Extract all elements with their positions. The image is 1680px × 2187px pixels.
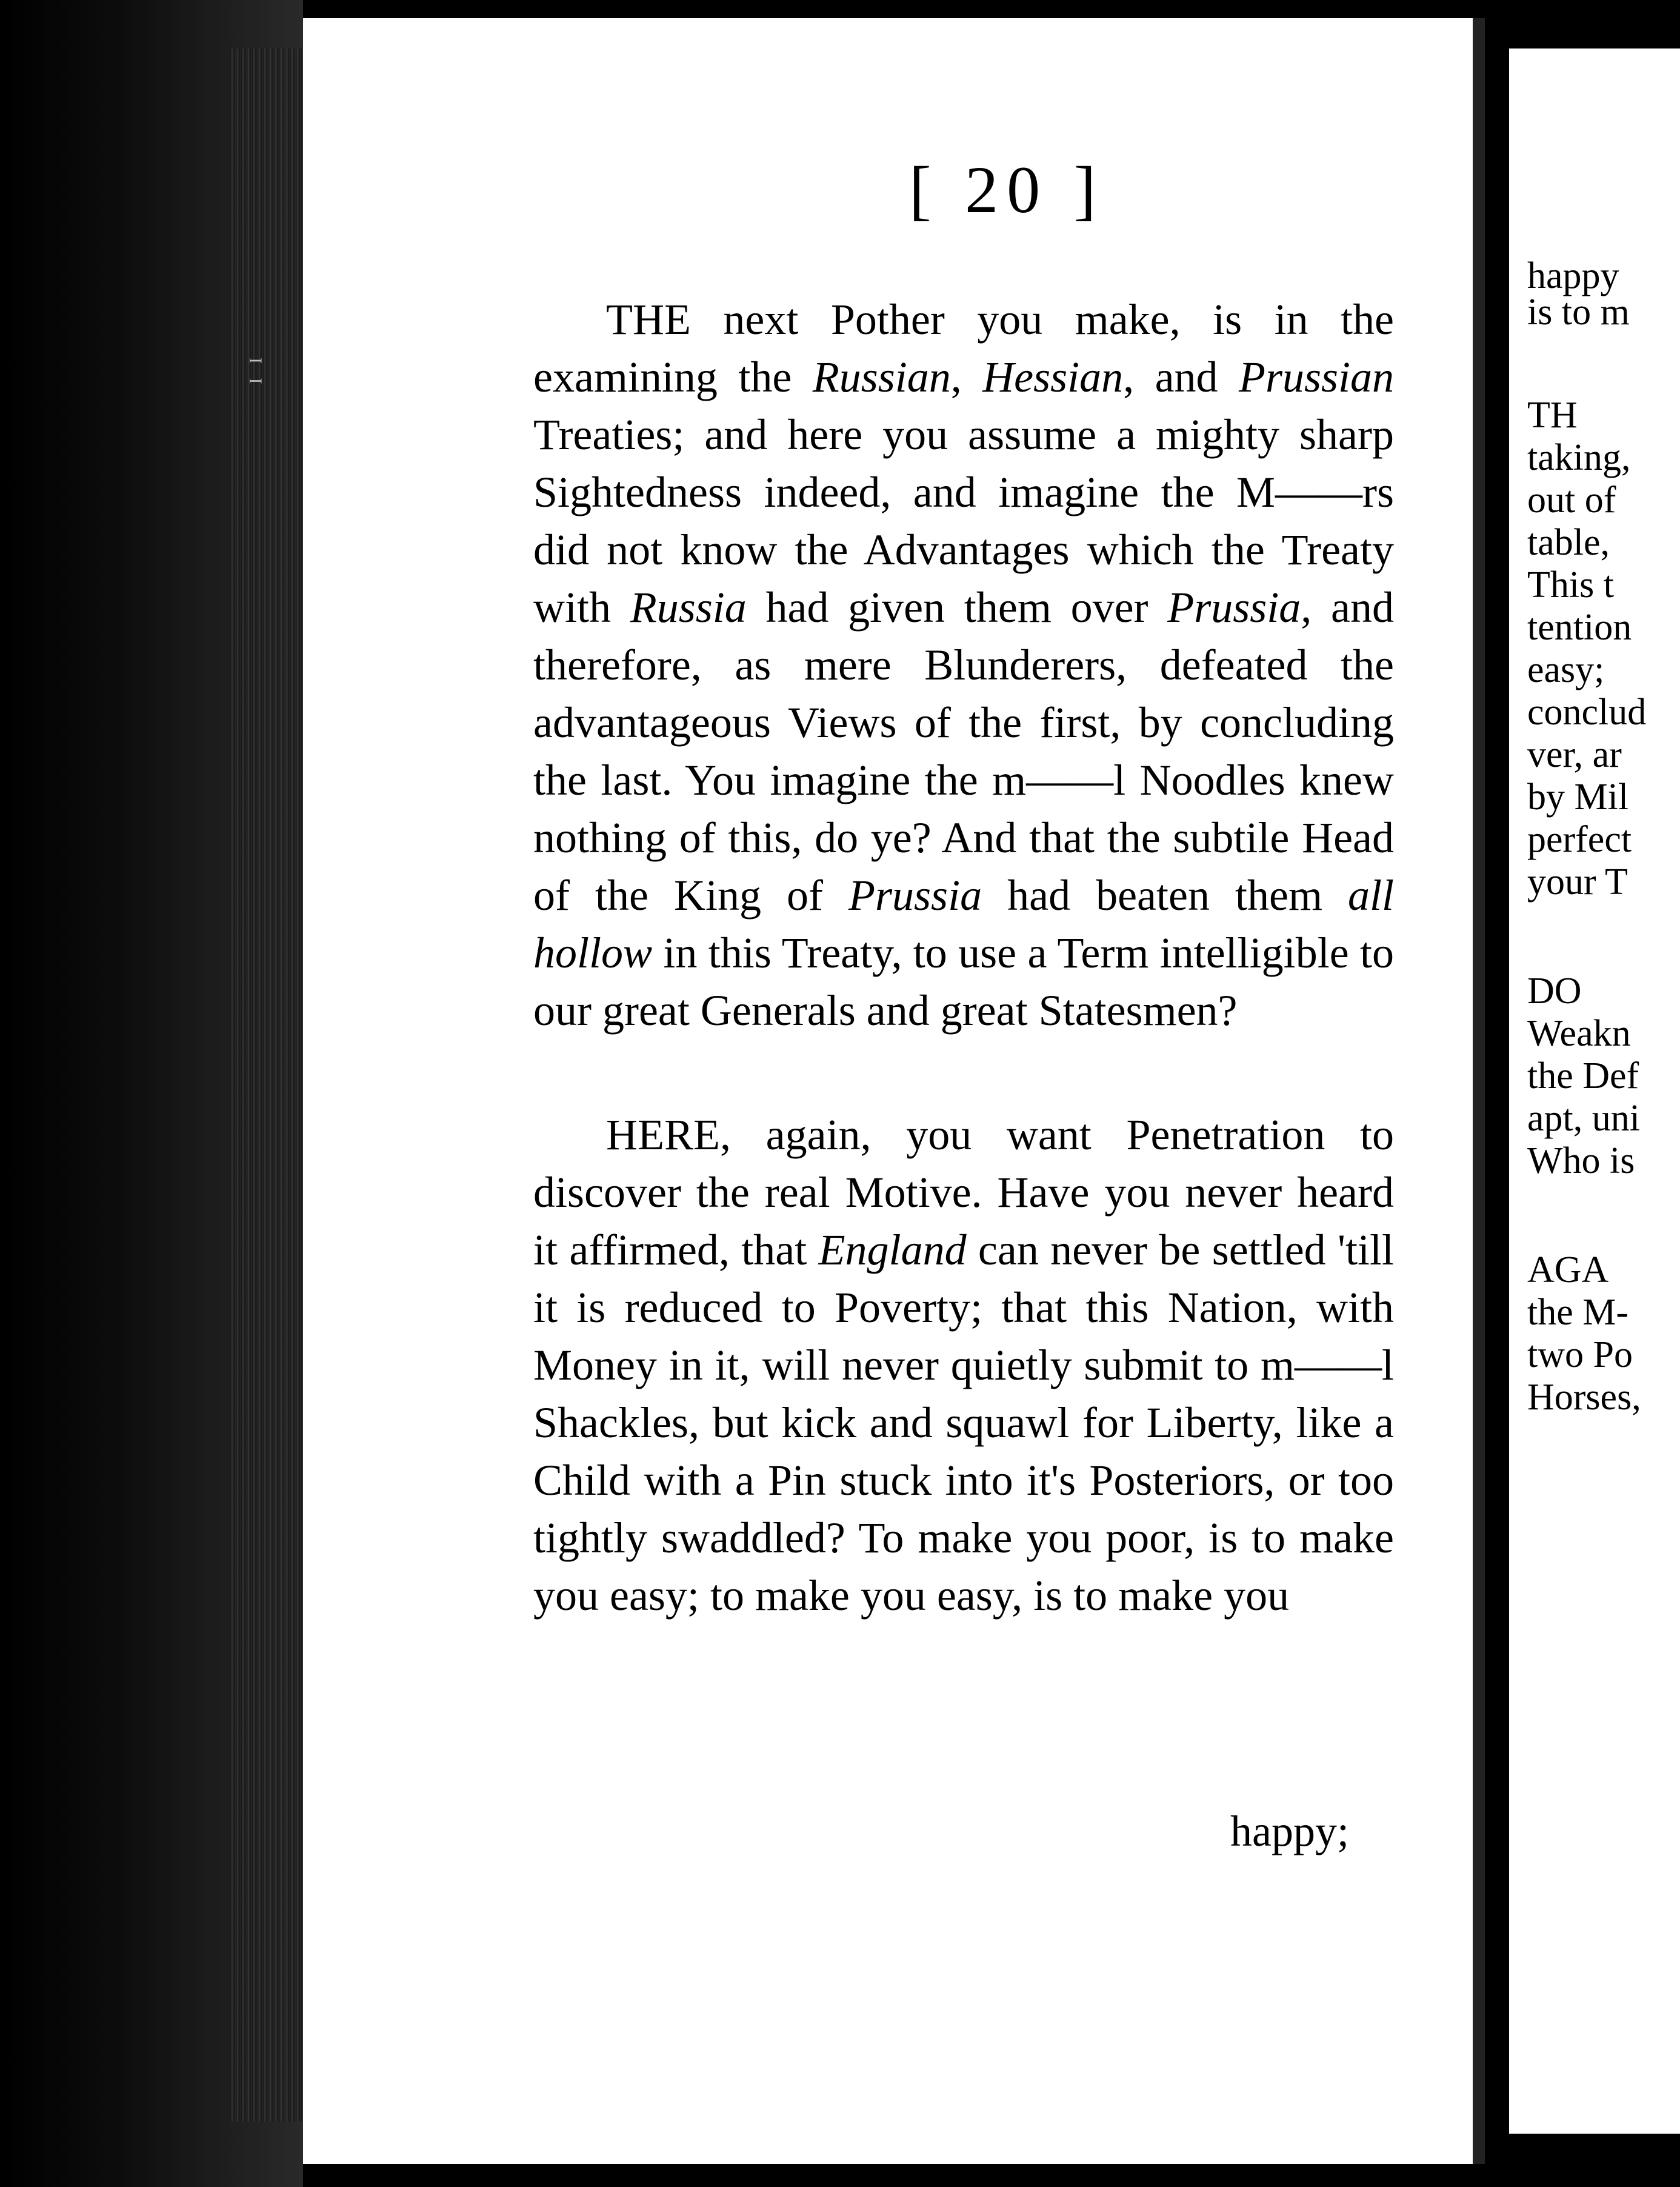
- text-run: ,: [950, 353, 983, 401]
- facing-page-line: by Mil: [1527, 776, 1629, 818]
- facing-page-line: out of: [1527, 479, 1616, 521]
- facing-page-line: the Def: [1527, 1055, 1639, 1097]
- facing-page-line: Who is: [1527, 1140, 1635, 1181]
- italic-text-run: Russian: [812, 353, 951, 401]
- italic-text-run: England: [818, 1226, 967, 1274]
- text-run: in this Treaty, to use a Term intelligible to our great Generals and great Statesmen?: [533, 929, 1394, 1035]
- text-run: THE next Pother you make, is in the examining the: [533, 295, 1394, 401]
- facing-page-line: Horses,: [1527, 1377, 1641, 1418]
- facing-page-line: ver, ar: [1527, 734, 1622, 775]
- paragraph: [533, 1106, 1394, 1624]
- italic-text-run: Prussian: [1238, 353, 1395, 401]
- italic-text-run: Prussia: [848, 871, 982, 920]
- facing-page-line: conclud: [1527, 692, 1647, 733]
- facing-page-line: table,: [1527, 522, 1610, 563]
- text-run: , and: [1123, 353, 1239, 401]
- italic-text-run: Russia: [630, 583, 747, 632]
- text-run: Treaties; and here you assume a mighty sharp Sightedness indeed, and imagine the M——rs did not know the Advantages which the Treaty with: [533, 410, 1394, 632]
- page-number: [ 20 ]: [909, 153, 1105, 227]
- facing-page: [1509, 48, 1680, 2134]
- facing-page-line: your T: [1527, 861, 1628, 903]
- facing-page-line: This t: [1527, 564, 1614, 606]
- facing-page-line: Weakn: [1527, 1013, 1631, 1054]
- page-gutter-shadow: [1473, 18, 1485, 2164]
- facing-page-line: happy: [1527, 255, 1619, 296]
- facing-page-line: taking,: [1527, 437, 1631, 478]
- text-run: had given them over: [746, 583, 1168, 632]
- facing-page-line: the M-: [1527, 1292, 1629, 1333]
- text-run: HERE, again, you want Penetration to discover the real Motive. Have you never heard it affirmed, that: [533, 1110, 1394, 1274]
- facing-page-line: two Po: [1527, 1334, 1633, 1375]
- italic-text-run: Hessian: [982, 353, 1124, 401]
- binding-mark: I I: [245, 358, 265, 389]
- facing-page-line: AGA: [1527, 1249, 1609, 1290]
- page-edges: [230, 48, 303, 2122]
- paragraph: [533, 291, 1394, 1040]
- facing-page-line: DO: [1527, 970, 1582, 1012]
- text-run: can never be settled 'till it is reduced to Poverty; that this Nation, with Money in it, will never quietly submit to m——l Shackles, but kick and squawl for Liberty, like a Child with a Pin stuck into it's Posteriors, or too tightly swaddled? To make you poor, is to make you easy; to make you easy, is to make you: [533, 1226, 1394, 1620]
- text-run: had beaten them: [982, 871, 1348, 920]
- facing-page-line: perfect: [1527, 819, 1632, 860]
- facing-page-line: is to m: [1527, 292, 1630, 333]
- page-body-text: [533, 291, 1394, 1691]
- facing-page-line: TH: [1527, 395, 1578, 436]
- facing-page-line: easy;: [1527, 649, 1605, 690]
- facing-page-line: tention: [1527, 607, 1632, 648]
- catchword: happy;: [1230, 1807, 1349, 1855]
- italic-text-run: all hollow: [533, 871, 1394, 977]
- facing-page-line: apt, uni: [1527, 1098, 1640, 1139]
- text-run: , and therefore, as mere Blunderers, defeated the advantageous Views of the first, by concluding the last. You imagine the m——l Noodles knew nothing of this, do ye? And that the subtile Head of the King of: [533, 583, 1394, 920]
- italic-text-run: Prussia: [1167, 583, 1301, 632]
